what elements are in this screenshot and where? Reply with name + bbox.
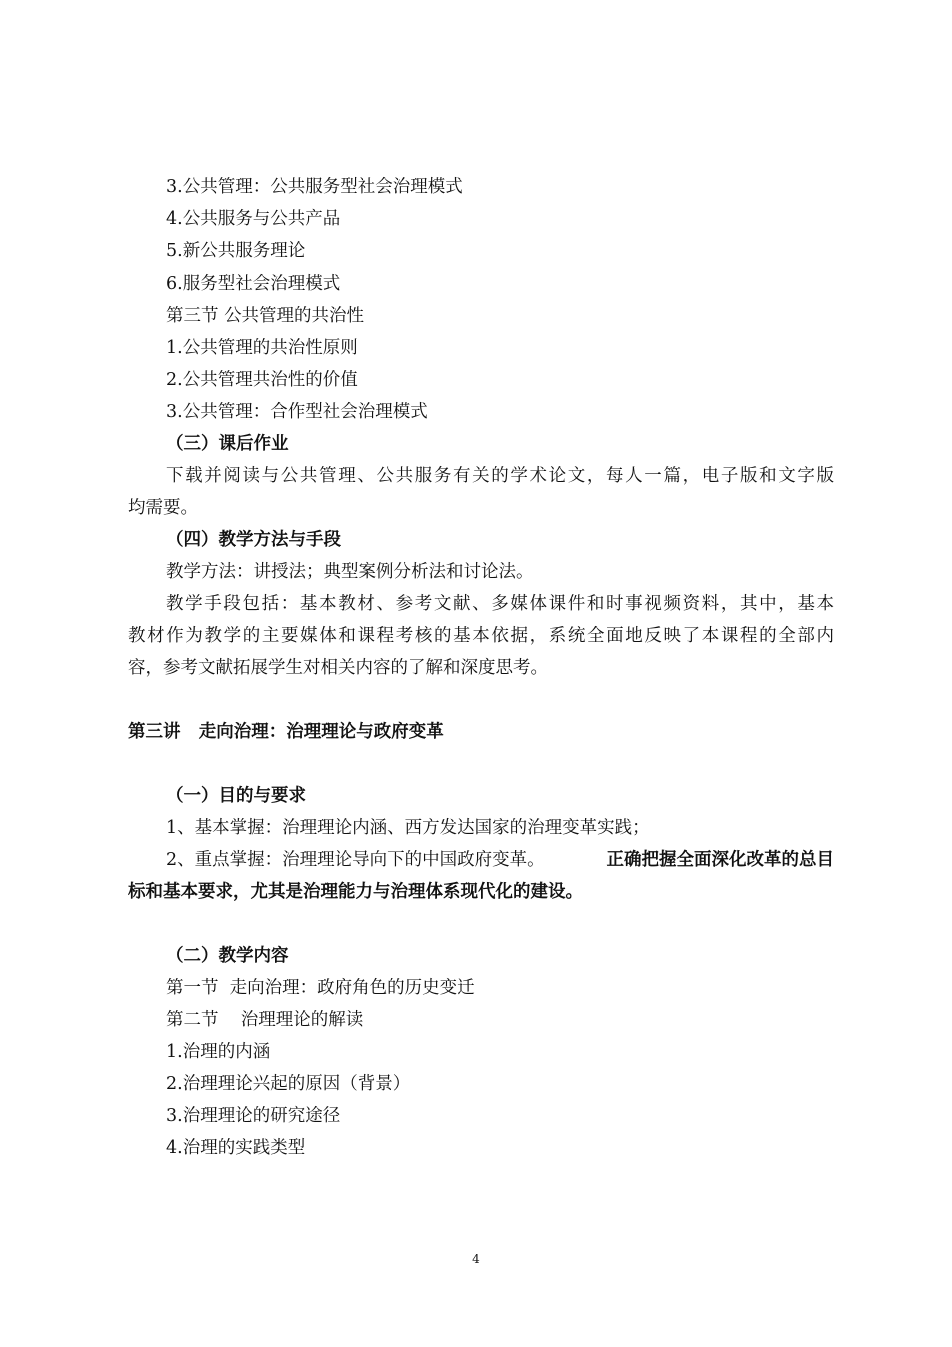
- content-heading: （二）教学内容: [166, 946, 289, 966]
- goal-bold-text: 标和基本要求，尤其是治理能力与治理体系现代化的建设。: [128, 882, 583, 902]
- goal-normal-text: 2、重点掌握：治理理论导向下的中国政府变革。: [166, 850, 545, 870]
- list-item: 3.公共管理：合作型社会治理模式: [166, 402, 428, 422]
- methods-heading: （四）教学方法与手段: [166, 530, 341, 550]
- list-item: 3.治理理论的研究途径: [166, 1106, 341, 1126]
- list-item: 6.服务型社会治理模式: [166, 274, 341, 294]
- homework-heading: （三）课后作业: [166, 434, 289, 454]
- section-heading: 第三节 公共管理的共治性: [166, 306, 365, 326]
- homework-text: 下载并阅读与公共管理、公共服务有关的学术论文，每人一篇，电子版和文字版: [166, 466, 834, 486]
- goal-bold-text: 正确把握全面深化改革的总目: [606, 850, 834, 870]
- means-text: 教材作为教学的主要媒体和课程考核的基本依据，系统全面地反映了本课程的全部内: [128, 626, 834, 646]
- page-number: 4: [472, 1252, 480, 1266]
- lecture-title: 第三讲 走向治理：治理理论与政府变革: [128, 722, 444, 742]
- section-heading: 第二节 治理理论的解读: [166, 1010, 364, 1030]
- means-text: 教学手段包括：基本教材、参考文献、多媒体课件和时事视频资料，其中，基本: [166, 594, 834, 614]
- list-item: 1.公共管理的共治性原则: [166, 338, 358, 358]
- list-item: 4.公共服务与公共产品: [166, 209, 341, 229]
- list-item: 4.治理的实践类型: [166, 1138, 306, 1158]
- goals-heading: （一）目的与要求: [166, 786, 306, 806]
- section-heading: 第一节 走向治理：政府角色的历史变迁: [166, 978, 475, 998]
- methods-text: 教学方法：讲授法；典型案例分析法和讨论法。: [166, 562, 534, 582]
- goal-item: 1、基本掌握：治理理论内涵、西方发达国家的治理变革实践；: [166, 818, 650, 838]
- list-item: 3.公共管理：公共服务型社会治理模式: [166, 177, 463, 197]
- means-text: 容，参考文献拓展学生对相关内容的了解和深度思考。: [128, 658, 548, 678]
- list-item: 5.新公共服务理论: [166, 241, 306, 261]
- list-item: 2.治理理论兴起的原因（背景）: [166, 1074, 411, 1094]
- list-item: 1.治理的内涵: [166, 1042, 271, 1062]
- homework-text: 均需要。: [128, 498, 198, 518]
- goal-item: [166, 849, 834, 871]
- list-item: 2.公共管理共治性的价值: [166, 370, 358, 390]
